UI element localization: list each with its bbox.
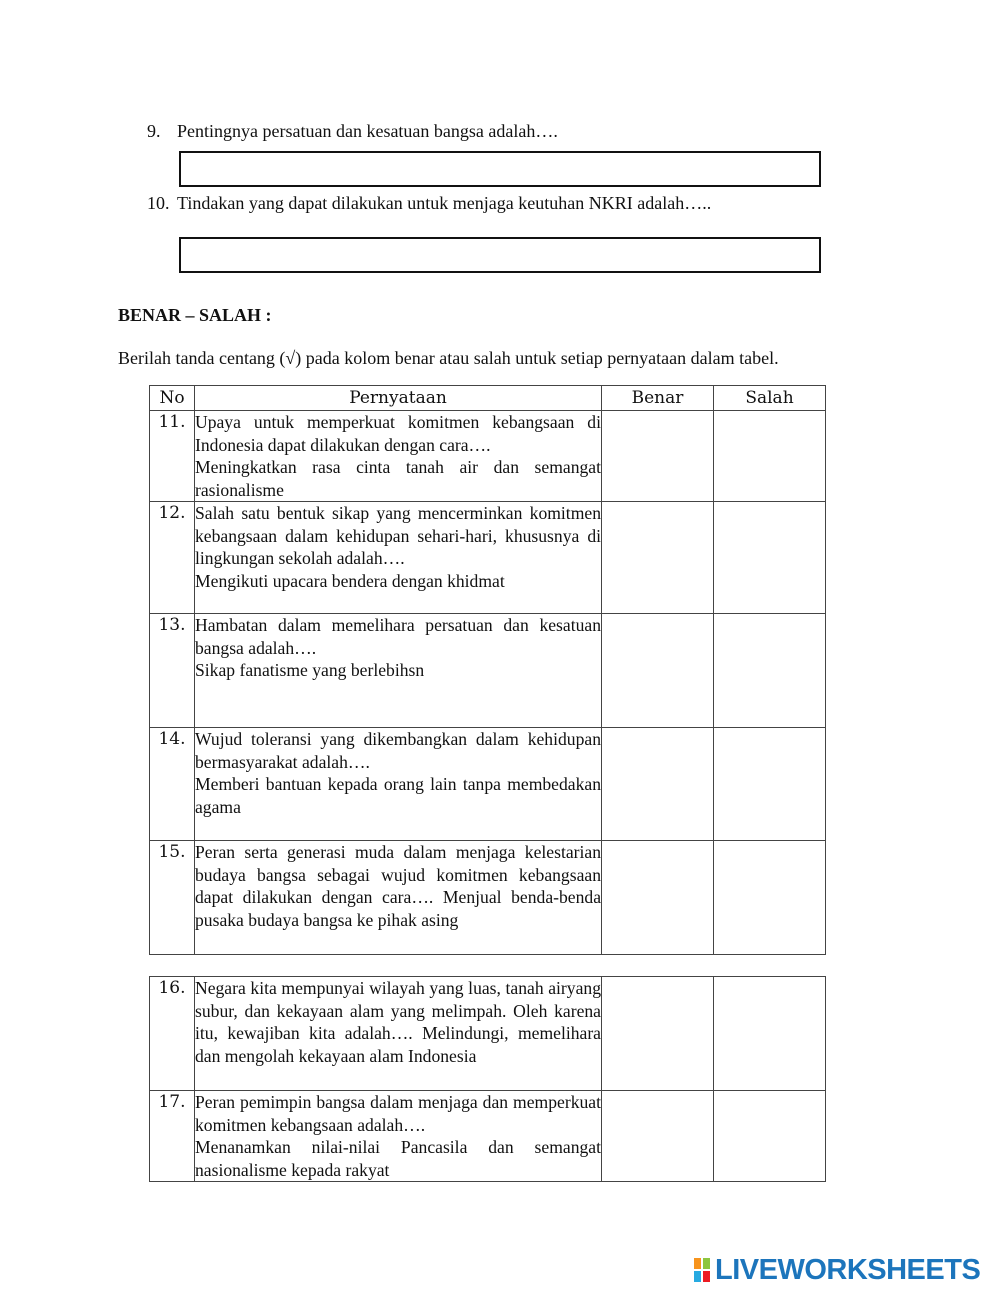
- statement-cell: [195, 841, 602, 955]
- liveworksheets-logo: [693, 1255, 980, 1285]
- table-row: [150, 614, 826, 728]
- statement-answer: Meningkatkan rasa cinta tanah air dan semangat rasionalisme: [195, 457, 601, 500]
- true-checkbox-cell[interactable]: [602, 411, 714, 502]
- false-checkbox-cell[interactable]: [714, 1091, 826, 1182]
- table-row: [150, 841, 826, 955]
- false-checkbox-cell[interactable]: [714, 841, 826, 955]
- question-number: 10.: [147, 193, 170, 213]
- statement-question: Hambatan dalam memelihara persatuan dan kesatuan bangsa adalah….: [195, 615, 601, 658]
- statement-cell: [195, 1091, 602, 1182]
- table-row: [150, 977, 826, 1091]
- logo-square: [693, 1257, 702, 1270]
- question-text: Tindakan yang dapat dilakukan untuk menjaga keutuhan NKRI adalah…..: [177, 193, 712, 213]
- table-row: [150, 502, 826, 614]
- statement-answer: Menanamkan nilai-nilai Pancasila dan semangat nasionalisme kepada rakyat: [195, 1137, 601, 1180]
- row-number: 12.: [150, 502, 195, 614]
- table-row: [150, 411, 826, 502]
- header-statement: Pernyataan: [195, 386, 602, 411]
- logo-icon: [693, 1257, 711, 1283]
- instruction-text: Berilah tanda centang (√) pada kolom benar atau salah untuk setiap pernyataan dalam tabel.: [118, 348, 779, 368]
- statement-cell: [195, 614, 602, 728]
- row-number: 13.: [150, 614, 195, 728]
- statement-answer: Memberi bantuan kepada orang lain tanpa membedakan agama: [195, 774, 601, 817]
- true-checkbox-cell[interactable]: [602, 841, 714, 955]
- true-checkbox-cell[interactable]: [602, 1091, 714, 1182]
- false-checkbox-cell[interactable]: [714, 728, 826, 841]
- true-checkbox-cell[interactable]: [602, 728, 714, 841]
- statement-cell: [195, 977, 602, 1091]
- question-9: [147, 120, 558, 142]
- table-header-row: [150, 386, 826, 411]
- false-checkbox-cell[interactable]: [714, 977, 826, 1091]
- question-number: 9.: [147, 121, 161, 141]
- statement-question: Salah satu bentuk sikap yang mencerminkan komitmen kebangsaan dalam kehidupan sehari-hari, khususnya di lingkungan sekolah adalah….: [195, 503, 601, 568]
- header-false: Salah: [714, 386, 826, 411]
- false-checkbox-cell[interactable]: [714, 502, 826, 614]
- row-number: 15.: [150, 841, 195, 955]
- statement-cell: [195, 728, 602, 841]
- true-checkbox-cell[interactable]: [602, 502, 714, 614]
- logo-square: [693, 1270, 702, 1283]
- statement-question: Wujud toleransi yang dikembangkan dalam kehidupan bermasyarakat adalah….: [195, 729, 601, 772]
- statement-question: Upaya untuk memperkuat komitmen kebangsaan di Indonesia dapat dilakukan dengan cara….: [195, 412, 601, 455]
- false-checkbox-cell[interactable]: [714, 411, 826, 502]
- answer-input-9[interactable]: [179, 151, 821, 187]
- table-row: [150, 1091, 826, 1182]
- row-number: 17.: [150, 1091, 195, 1182]
- question-text: Pentingnya persatuan dan kesatuan bangsa adalah….: [177, 121, 558, 141]
- statement-answer: Sikap fanatisme yang berlebihsn: [195, 660, 425, 680]
- logo-square: [702, 1270, 711, 1283]
- table-row: [150, 728, 826, 841]
- row-number: 14.: [150, 728, 195, 841]
- true-false-table: [149, 385, 826, 955]
- true-checkbox-cell[interactable]: [602, 977, 714, 1091]
- true-checkbox-cell[interactable]: [602, 614, 714, 728]
- statement-answer: Mengikuti upacara bendera dengan khidmat: [195, 570, 505, 591]
- row-number: 11.: [150, 411, 195, 502]
- header-true: Benar: [602, 386, 714, 411]
- statement-cell: [195, 411, 602, 502]
- answer-input-10[interactable]: [179, 237, 821, 273]
- statement-question: Peran serta generasi muda dalam menjaga kelestarian budaya bangsa sebagai wujud komitmen kebangsaan dapat dilakukan dengan cara…. Menjual benda-benda pusaka budaya bangsa ke pihak asing: [195, 842, 601, 930]
- true-false-table-continued: [149, 976, 826, 1182]
- statement-question: Peran pemimpin bangsa dalam menjaga dan memperkuat komitmen kebangsaan adalah….: [195, 1092, 601, 1135]
- header-no: No: [150, 386, 195, 411]
- false-checkbox-cell[interactable]: [714, 614, 826, 728]
- logo-text: LIVEWORKSHEETS: [715, 1253, 981, 1286]
- question-10: [147, 192, 711, 214]
- section-title: BENAR – SALAH :: [118, 305, 272, 325]
- logo-square: [702, 1257, 711, 1270]
- statement-cell: [195, 502, 602, 614]
- statement-question: Negara kita mempunyai wilayah yang luas, tanah airyang subur, dan kekayaan alam yang melimpah. Oleh karena itu, kewajiban kita adalah…. Melindungi, memelihara dan mengolah kekayaan alam Indonesia: [195, 978, 601, 1066]
- row-number: 16.: [150, 977, 195, 1091]
